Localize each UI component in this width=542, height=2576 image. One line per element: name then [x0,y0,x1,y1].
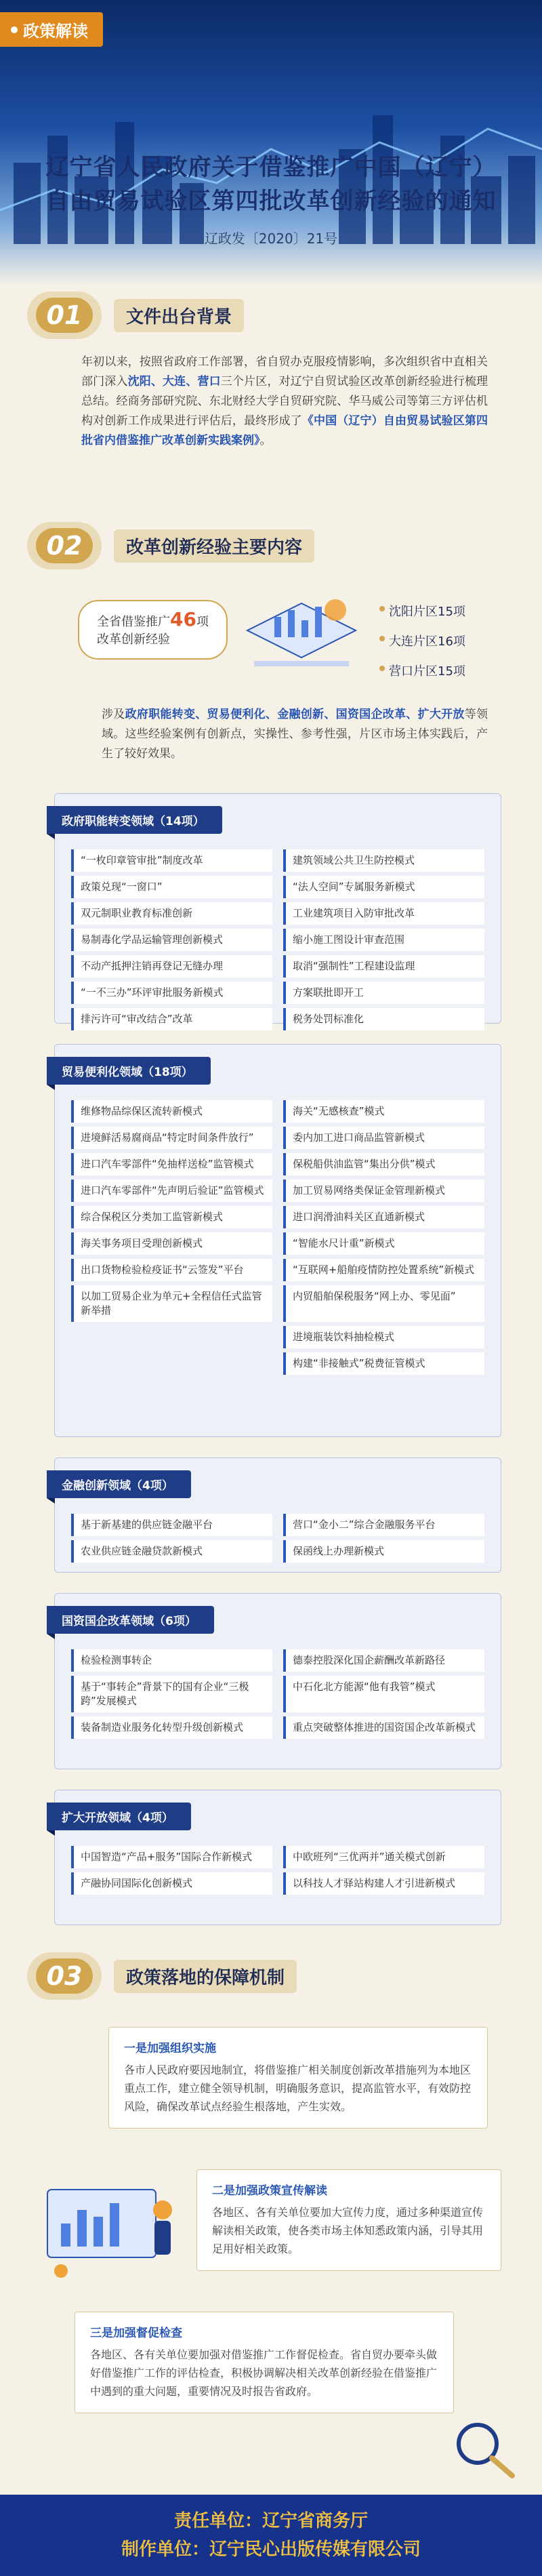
domain-item: 不动产抵押注销再登记无缝办理 [71,955,272,978]
total-experience-pill: 全省借鉴推广46项 改革创新经验 [78,600,228,660]
domain-item: 营口“金小二”综合金融服务平台 [283,1514,484,1536]
domain-item: 基于“事转企”背景下的国有企业“三极跨”发展模式 [71,1676,272,1712]
domain-item: 保税船供油监管“集出分供”模式 [283,1153,484,1175]
domain-item: 德泰控股深化国企薪酬改革新路径 [283,1649,484,1672]
page-title [27,150,515,218]
domain-item: “法人空间”专属服务新模式 [283,876,484,898]
domain-item: 以科技人才驿站构建人才引进新模式 [283,1872,484,1895]
card-text: 各地区、各有关单位要加强对借鉴推广工作督促检查。省自贸办要牵头做好借鉴推广工作的评估检查，积极协调解决相关改革创新经验在借鉴推广中遇到的重大问题，重要情况及时报告省政府。 [90,2348,438,2398]
domain-item: 检验检测事转企 [71,1649,272,1672]
people-illustration [34,2162,190,2285]
domain-item: 进口汽车零部件“先声明后验证”监管模式 [71,1180,272,1202]
domain-title: 金融创新领域（4项） [47,1470,191,1498]
guarantee-card-1 [108,2027,488,2129]
city-breakdown [379,597,465,691]
domain-box-soe [54,1593,501,1769]
domain-item: 进境鲜活易腐商品“特定时间条件放行” [71,1127,272,1149]
domain-item: 基于新基建的供应链金融平台 [71,1514,272,1536]
domain-item: 海关事务项目受理创新模式 [71,1232,272,1255]
card-title: 一是加强组织实施 [124,2042,216,2055]
domain-item: “一枚印章管审批”制度改革 [71,849,272,872]
domain-item: 工业建筑项目入防审批改革 [283,902,484,925]
document-number: 辽政发〔2020〕21号 [204,230,338,247]
section-3-number: 03 [27,1952,102,2000]
section-1-title: 文件出台背景 [114,299,244,332]
domain-items-grid [71,1100,484,1375]
footer-production-unit: 制作单位：辽宁民心出版传媒有限公司 [121,2539,421,2560]
domain-item: “互联网+船舶疫情防控处置系统”新模式 [283,1259,484,1281]
section-2-number: 02 [27,522,102,569]
domain-item: 构建“非接触式”税费征管模式 [283,1352,484,1375]
card-text: 各市人民政府要因地制宜，将借鉴推广相关制度创新改革措施列为本地区重点工作，建立健全领导机制，明确服务意识，提高监管水平，有效防控风险，确保改革试点经验生根落地，产生实效。 [124,2064,472,2113]
domain-item: 农业供应链金融贷款新模式 [71,1540,272,1563]
domain-item: “一不三办”环评审批服务新模式 [71,982,272,1004]
domain-item: 税务处罚标准化 [283,1008,484,1030]
domain-item: 加工贸易网络类保证金管理新模式 [283,1180,484,1202]
domain-item: 维修物品综保区流转新模式 [71,1100,272,1123]
guarantee-card-3 [75,2312,454,2413]
domain-item: 进口润滑油料关区直通新模式 [283,1206,484,1228]
domain-box-finance [54,1457,501,1573]
domain-items-grid [71,1514,484,1563]
domain-items-grid [71,1846,484,1895]
section-2-paragraph: 涉及政府职能转变、贸易便利化、金融创新、国资国企改革、扩大开放等领域。这些经验案例有创新点，实操性、参考性强，片区市场主体实践后，产生了较好效果。 [102,708,488,761]
badge-label: 政策解读 [23,22,88,41]
domain-item: 中欧班列“三优两并”通关模式创新 [283,1846,484,1868]
data-dashboard-illustration [234,583,369,678]
domain-item: 产融协同国际化创新模式 [71,1872,272,1895]
section-3-header [27,1952,297,2000]
domain-title: 扩大开放领域（4项） [47,1803,191,1830]
city-item-shenyang: 沈阳片区15项 [379,602,465,620]
policy-interpretation-badge [0,12,103,47]
footer-responsible-unit: 责任单位：辽宁省商务厅 [173,2511,368,2531]
domain-item: 海关“无感核查”模式 [283,1100,484,1123]
title-line-1: 辽宁省人民政府关于借鉴推广中国（辽宁） [45,154,497,181]
domain-item: 易制毒化学品运输管理创新模式 [71,929,272,951]
domain-item: 缩小施工图设计审查范围 [283,929,484,951]
domain-item: 进境瓶装饮料抽检模式 [283,1326,484,1348]
card-title: 二是加强政策宣传解读 [212,2184,327,2198]
card-title: 三是加强督促检查 [90,2327,182,2340]
domain-item: 综合保税区分类加工监管新模式 [71,1206,272,1228]
section-3-title: 政策落地的保障机制 [114,1960,297,1993]
domain-item: 取消“强制性”工程建设监理 [283,955,484,978]
domain-item: 重点突破整体推进的国资国企改革新模式 [283,1716,484,1739]
domain-item: 方案联批即开工 [283,982,484,1004]
domain-item: 双元制职业教育标准创新 [71,902,272,925]
section-2-header [27,522,314,569]
domain-item: 进口汽车零部件“免抽样送检”监管模式 [71,1153,272,1175]
domain-box-trade [54,1044,501,1437]
domain-item: 建筑领域公共卫生防控模式 [283,849,484,872]
domain-item: 出口货物检验检疫证书“云签发”平台 [71,1259,272,1281]
domain-item: 装备制造业服务化转型升级创新模式 [71,1716,272,1739]
domain-box-opening [54,1790,501,1925]
domain-box-government [54,793,501,1024]
page-footer [0,2495,542,2576]
section-2-title: 改革创新经验主要内容 [114,529,314,563]
domain-title: 政府职能转变领域（14项） [47,806,222,834]
domain-item: “智能水尺计重”新模式 [283,1232,484,1255]
domain-item: 内贸船舶保税服务“网上办、零见面” [283,1285,484,1322]
domain-item: 政策兑现“一窗口” [71,876,272,898]
domain-item: 委内加工进口商品监管新模式 [283,1127,484,1149]
city-item-dalian: 大连片区16项 [379,632,465,649]
title-line-2: 自由贸易试验区第四批改革创新经验的通知 [45,188,497,215]
section-1-paragraph: 年初以来，按照省政府工作部署，省自贸办克服疫情影响，多次组织省中直相关部门深入沈阳、大连、营口三个片区，对辽宁自贸试验区改革创新经验进行梳理总结。经商务部研究院、东北财经大学自贸研究院、华马威公司等第三方评估机构对创新工作成果进行评估后，最终形成了《中国（辽宁）自由贸易试验区第四批省内借鉴推广改革创新实践案例》。 [81,355,488,447]
hero-banner [0,0,542,285]
domain-item: 排污许可“审改结合”改革 [71,1008,272,1030]
section-1-header [27,291,244,339]
domain-items-grid [71,849,484,1030]
domain-item: 中石化北方能源“他有我管”模式 [283,1676,484,1712]
domain-item: 以加工贸易企业为单元+全程信任式监管新举措 [71,1285,272,1322]
city-item-yingkou: 营口片区15项 [379,662,465,679]
domain-title: 贸易便利化领域（18项） [47,1057,211,1085]
badge-dot-icon [11,26,18,33]
domain-items-grid [71,1649,484,1739]
section-1-number: 01 [27,291,102,339]
domain-item: 中国智造“产品+服务”国际合作新模式 [71,1846,272,1868]
domain-title: 国资国企改革领域（6项） [47,1606,214,1634]
card-text: 各地区、各有关单位要加大宣传力度，通过多种渠道宣传解读相关政策，使各类市场主体知悉政策内涵，引导其用足用好相关政策。 [212,2206,484,2255]
domain-item: 保函线上办理新模式 [283,1540,484,1563]
magnifier-illustration [447,2413,522,2481]
guarantee-card-2 [196,2169,501,2271]
